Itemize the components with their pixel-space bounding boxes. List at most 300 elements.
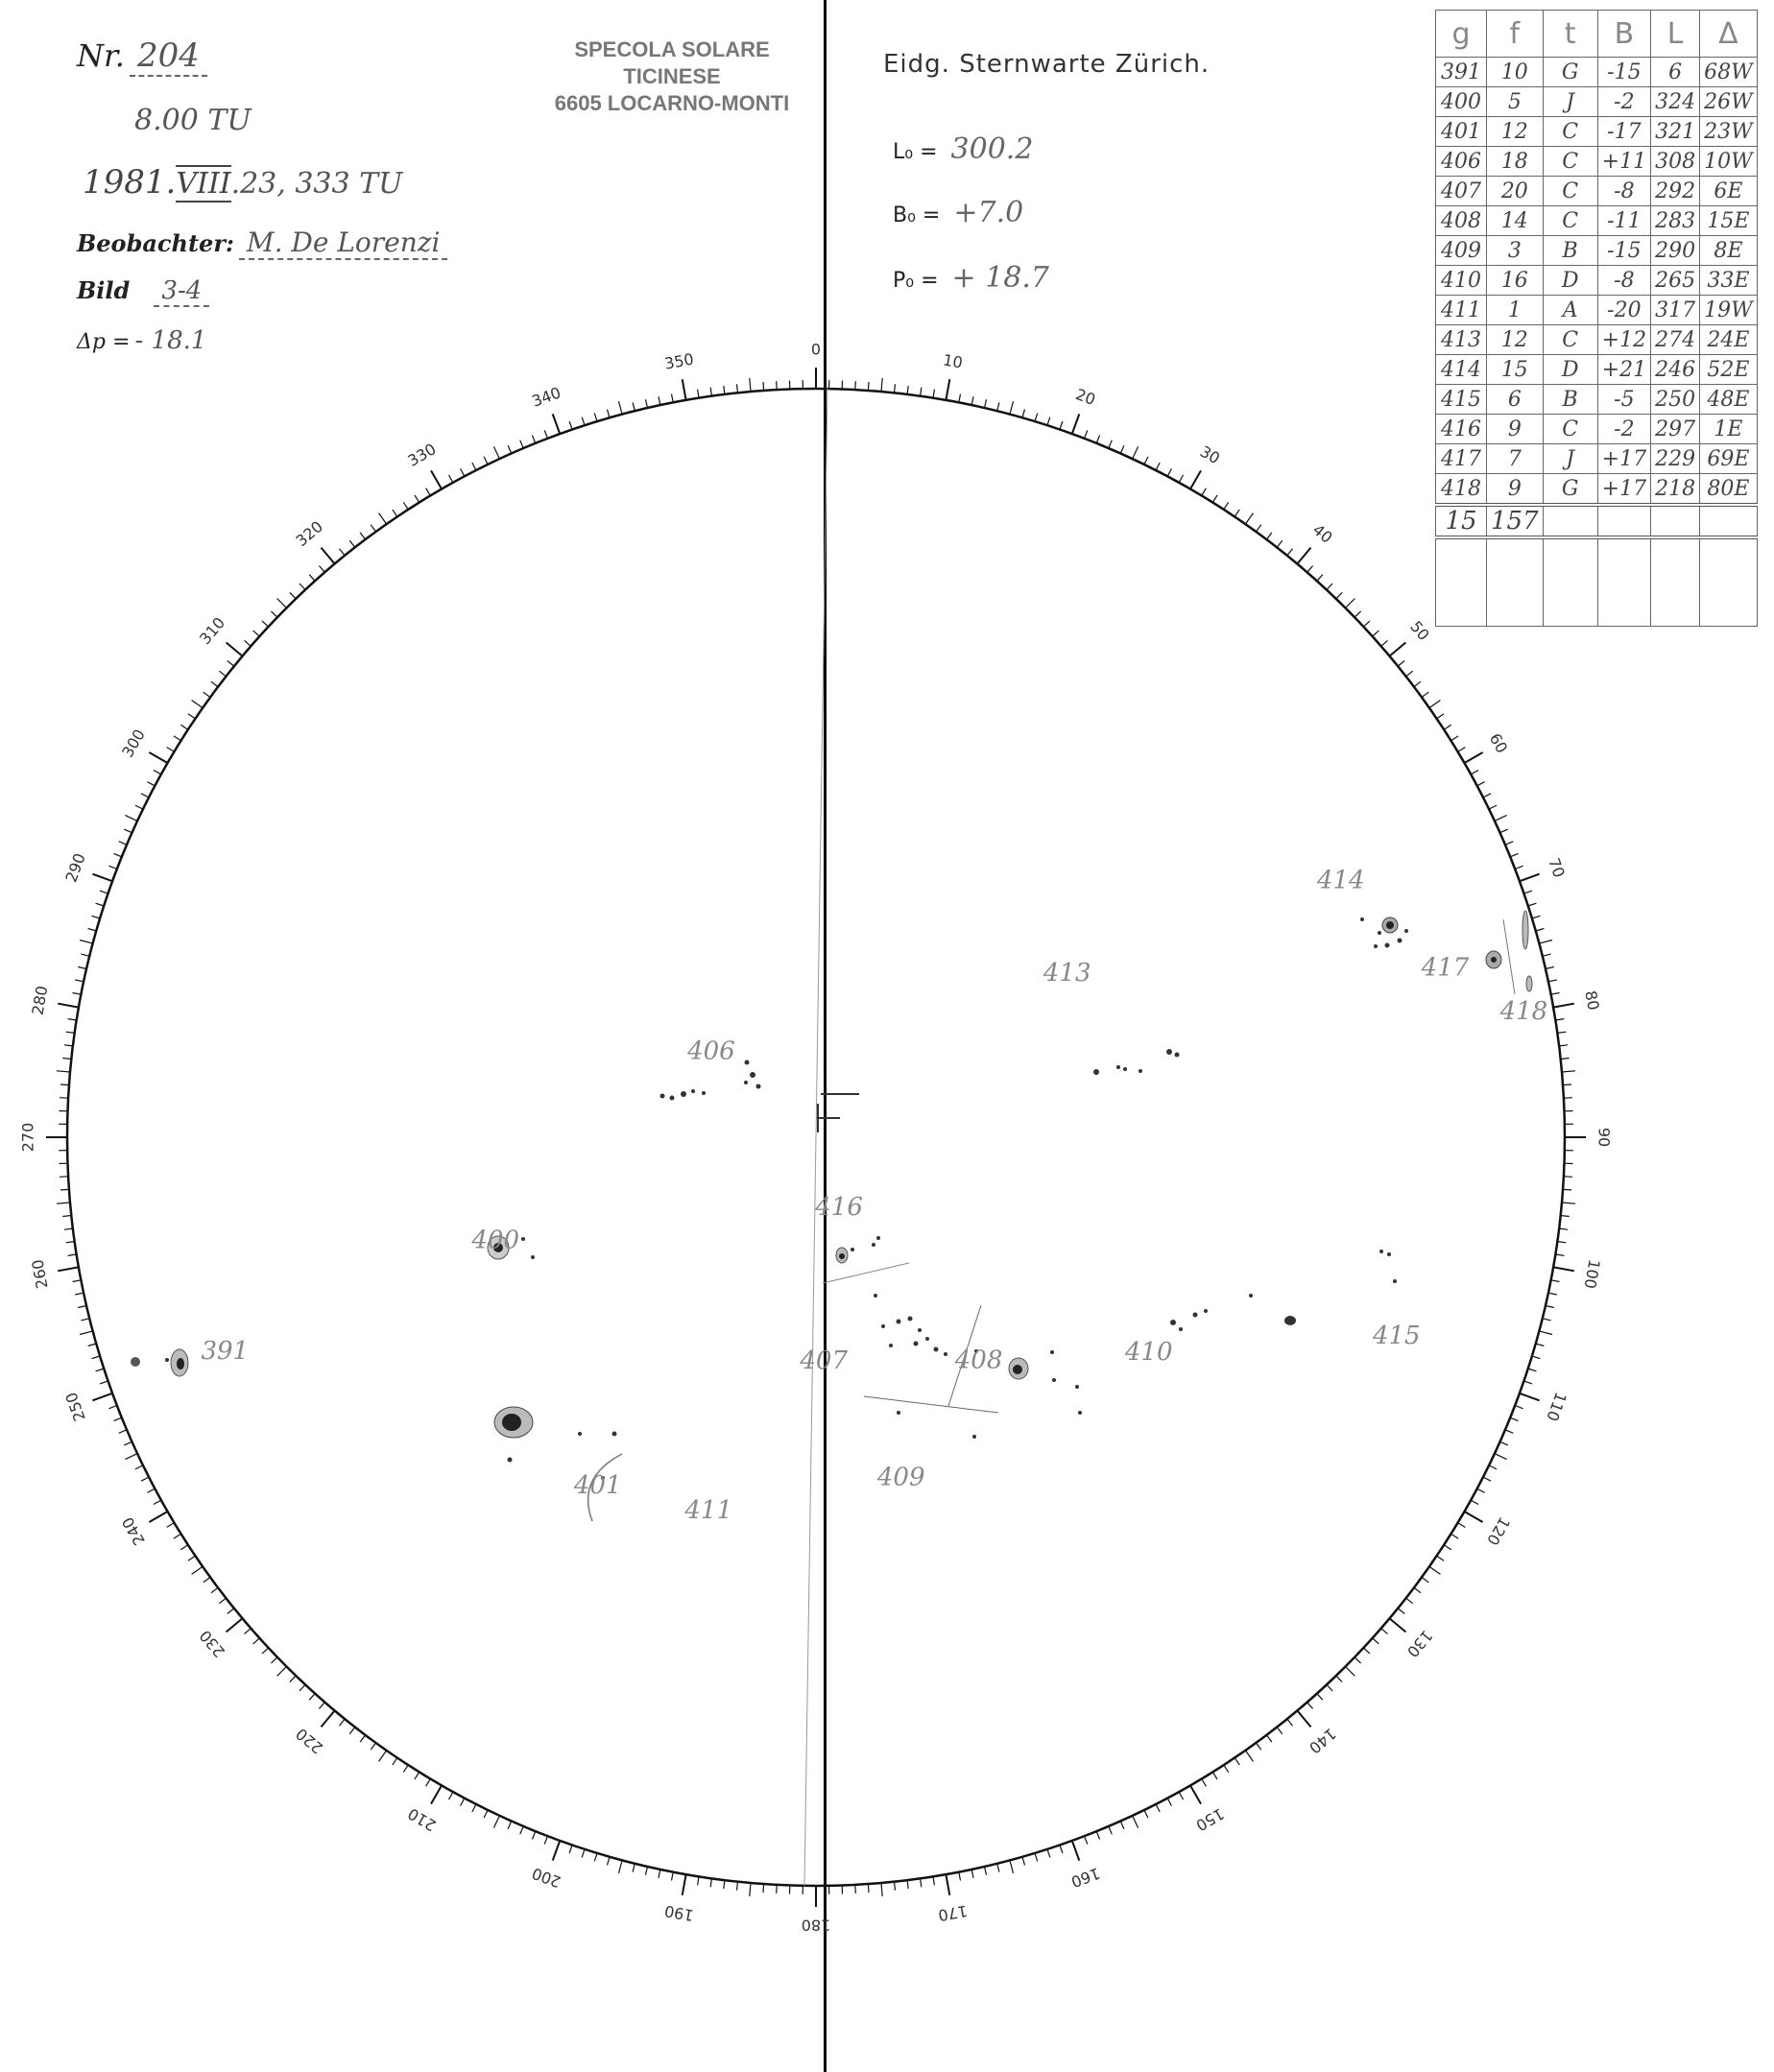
table-cell-t: J bbox=[1543, 444, 1597, 474]
disk-tick bbox=[271, 611, 277, 617]
disk-tick bbox=[119, 1430, 127, 1434]
disk-tick bbox=[895, 1882, 896, 1891]
disk-tick bbox=[1458, 1523, 1466, 1528]
l0-value: 300.2 bbox=[950, 132, 1034, 166]
disk-tick bbox=[60, 1084, 69, 1085]
table-cell-d: 15E bbox=[1700, 206, 1758, 236]
disk-tick bbox=[1546, 1306, 1554, 1308]
disk-tick bbox=[1414, 681, 1421, 686]
table-cell-l: 283 bbox=[1651, 206, 1700, 236]
disk-tick bbox=[1564, 1177, 1572, 1178]
disk-tick bbox=[1559, 1228, 1568, 1229]
disk-tick bbox=[1414, 1587, 1421, 1592]
disk-tick bbox=[1060, 1846, 1063, 1854]
observer-value: M. De Lorenzi bbox=[239, 226, 448, 260]
disk-tick bbox=[1524, 1381, 1533, 1384]
disk-tick bbox=[532, 1831, 535, 1839]
disk-tick bbox=[431, 470, 442, 488]
disk-tick bbox=[114, 1417, 122, 1420]
table-cell-d: 19W bbox=[1700, 296, 1758, 325]
disk-tick bbox=[80, 1331, 93, 1335]
disk-tick bbox=[73, 993, 82, 995]
table-cell-f: 3 bbox=[1487, 236, 1544, 266]
spot-group-416 bbox=[823, 1236, 909, 1283]
table-cell-g: 416 bbox=[1436, 415, 1487, 444]
disk-tick bbox=[1317, 575, 1323, 582]
disk-tick bbox=[1548, 1293, 1557, 1295]
disk-tick bbox=[309, 1694, 315, 1701]
disk-tick-label: 100 bbox=[1580, 1257, 1604, 1291]
disk-tick bbox=[64, 1045, 73, 1046]
disk-tick bbox=[1564, 1098, 1572, 1099]
disk-tick bbox=[1327, 583, 1332, 590]
disk-tick bbox=[1156, 463, 1160, 470]
disk-tick bbox=[1398, 1608, 1404, 1614]
disk-tick bbox=[300, 583, 305, 590]
table-cell-b: +21 bbox=[1597, 355, 1650, 385]
disk-tick bbox=[1559, 1045, 1568, 1046]
col-g-header: g bbox=[1436, 11, 1487, 58]
disk-tick bbox=[64, 1228, 73, 1229]
disk-tick bbox=[907, 1880, 908, 1889]
disk-tick bbox=[75, 980, 84, 982]
disk-tick bbox=[1444, 725, 1451, 729]
table-cell-l: 265 bbox=[1651, 266, 1700, 296]
disk-tick bbox=[180, 1545, 188, 1550]
table-cell-f: 15 bbox=[1487, 355, 1544, 385]
col-l-header: L bbox=[1651, 11, 1700, 58]
disk-tick-label: 150 bbox=[1192, 1804, 1228, 1835]
image-value: 3-4 bbox=[154, 276, 209, 307]
table-cell-f: 12 bbox=[1487, 117, 1544, 147]
disk-tick bbox=[868, 1884, 869, 1893]
spot-group-418 bbox=[1522, 911, 1532, 991]
disk-tick bbox=[219, 671, 226, 677]
disk-tick bbox=[1543, 1319, 1551, 1321]
disk-tick bbox=[449, 1792, 453, 1799]
disk-tick bbox=[1551, 993, 1560, 995]
disk-tick bbox=[192, 1566, 204, 1574]
disk-tick bbox=[319, 566, 324, 573]
disk-tick bbox=[1212, 1773, 1217, 1780]
disk-tick bbox=[472, 1804, 476, 1812]
table-cell-b: -15 bbox=[1597, 58, 1650, 87]
disk-tick bbox=[100, 1381, 108, 1384]
disk-tick bbox=[1477, 1489, 1485, 1492]
disk-tick-label: 240 bbox=[118, 1513, 149, 1549]
disk-tick bbox=[508, 445, 512, 453]
p0-value: + 18.7 bbox=[951, 261, 1049, 295]
disk-tick bbox=[1515, 1406, 1522, 1409]
disk-tick bbox=[1035, 1853, 1038, 1862]
disk-tick bbox=[1257, 1743, 1261, 1750]
disk-tick-label: 60 bbox=[1485, 729, 1512, 757]
group-label-407: 407 bbox=[800, 1346, 849, 1375]
disk-tick-label: 140 bbox=[1305, 1724, 1340, 1758]
disk-tick-label: 170 bbox=[936, 1901, 970, 1925]
table-cell-l: 6 bbox=[1651, 58, 1700, 87]
table-cell-g: 409 bbox=[1436, 236, 1487, 266]
disk-tick bbox=[1133, 446, 1139, 459]
table-cell-l: 290 bbox=[1651, 236, 1700, 266]
spot-group-406 bbox=[660, 1060, 761, 1101]
table-cell-g: 407 bbox=[1436, 177, 1487, 206]
observer-label: Beobachter: bbox=[77, 229, 234, 257]
disk-tick bbox=[80, 941, 93, 944]
disk-tick bbox=[763, 1884, 764, 1893]
disk-tick bbox=[881, 378, 882, 392]
disk-tick bbox=[1167, 468, 1171, 476]
p0-label: P₀ = bbox=[893, 269, 939, 293]
disk-tick-label: 230 bbox=[195, 1626, 229, 1661]
table-cell-d: 8E bbox=[1700, 236, 1758, 266]
disk-tick bbox=[461, 1798, 465, 1806]
table-cell-l: 321 bbox=[1651, 117, 1700, 147]
disk-tick bbox=[881, 1883, 882, 1896]
disk-tick bbox=[1520, 1393, 1540, 1401]
disk-tick bbox=[1532, 1356, 1541, 1359]
disk-tick bbox=[553, 1841, 561, 1861]
disk-tick-label: 160 bbox=[1068, 1864, 1103, 1892]
table-cell-l: 292 bbox=[1651, 177, 1700, 206]
disk-tick bbox=[1266, 533, 1271, 539]
disk-tick bbox=[1327, 1685, 1332, 1692]
disk-tick bbox=[1483, 794, 1491, 798]
disk-tick bbox=[1307, 566, 1313, 573]
disk-tick bbox=[1224, 1765, 1229, 1773]
disk-tick bbox=[933, 390, 934, 398]
table-cell-d: 69E bbox=[1700, 444, 1758, 474]
table-cell-g: 415 bbox=[1436, 385, 1487, 415]
disk-tick-label: 190 bbox=[662, 1901, 696, 1925]
disk-tick bbox=[81, 954, 89, 956]
disk-tick bbox=[174, 1534, 181, 1538]
disk-tick bbox=[92, 1393, 112, 1401]
disk-tick bbox=[78, 1306, 86, 1308]
stamp-line-1: SPECOLA SOLARE bbox=[574, 37, 770, 61]
table-cell-d: 52E bbox=[1700, 355, 1758, 385]
table-cell-f: 6 bbox=[1487, 385, 1544, 415]
disk-tick bbox=[1471, 1500, 1478, 1504]
disk-tick bbox=[1477, 782, 1485, 786]
table-cell-f: 1 bbox=[1487, 296, 1544, 325]
disk-tick bbox=[646, 1867, 648, 1875]
table-cell-l: 317 bbox=[1651, 296, 1700, 325]
disk-tick bbox=[1317, 1694, 1323, 1701]
table-cell-l: 250 bbox=[1651, 385, 1700, 415]
disk-tick bbox=[149, 1512, 167, 1522]
disk-tick bbox=[946, 379, 949, 400]
disk-tick bbox=[895, 384, 896, 393]
disk-tick bbox=[309, 575, 315, 582]
disk-tick bbox=[300, 1685, 305, 1692]
disk-tick bbox=[167, 1523, 175, 1528]
disk-tick bbox=[933, 1876, 934, 1885]
disk-tick bbox=[1505, 1430, 1513, 1434]
table-cell-d: 48E bbox=[1700, 385, 1758, 415]
table-cell-g: 417 bbox=[1436, 444, 1487, 474]
disk-tick bbox=[1483, 1477, 1491, 1481]
disk-tick bbox=[1297, 548, 1310, 564]
disk-tick bbox=[1277, 540, 1283, 547]
disk-tick bbox=[1235, 510, 1239, 517]
table-cell-b: -11 bbox=[1597, 206, 1650, 236]
table-cell-d: 33E bbox=[1700, 266, 1758, 296]
table-cell-g: 401 bbox=[1436, 117, 1487, 147]
disk-tick bbox=[1495, 815, 1507, 821]
disk-tick bbox=[1047, 1849, 1050, 1858]
disk-tick bbox=[921, 1878, 922, 1887]
disk-tick bbox=[92, 874, 112, 882]
disk-tick bbox=[1202, 488, 1207, 496]
disk-tick bbox=[1528, 1369, 1537, 1371]
disk-tick bbox=[508, 1822, 512, 1829]
disk-tick bbox=[1287, 1719, 1293, 1726]
disk-tick bbox=[672, 1872, 674, 1881]
disk-tick bbox=[855, 381, 856, 390]
disk-tick bbox=[124, 1441, 132, 1445]
disk-tick bbox=[349, 540, 355, 547]
disk-tick bbox=[1120, 1822, 1124, 1829]
disk-tick bbox=[1245, 1750, 1253, 1762]
disk-tick bbox=[154, 1500, 161, 1504]
disk-tick bbox=[1072, 414, 1080, 434]
disk-tick bbox=[698, 1876, 699, 1885]
disk-tick bbox=[484, 457, 488, 464]
disk-tick bbox=[60, 1177, 68, 1178]
table-cell-d: 6E bbox=[1700, 177, 1758, 206]
disk-tick-label: 300 bbox=[118, 726, 149, 761]
disk-tick bbox=[907, 386, 908, 394]
group-label-410: 410 bbox=[1124, 1338, 1173, 1368]
disk-tick bbox=[319, 1703, 324, 1709]
disk-tick bbox=[290, 592, 296, 599]
disk-tick bbox=[659, 1870, 660, 1878]
b0-label: B₀ = bbox=[893, 203, 941, 227]
disk-tick bbox=[426, 1779, 431, 1787]
disk-tick bbox=[1406, 671, 1413, 677]
disk-tick bbox=[1120, 445, 1124, 453]
disk-tick bbox=[777, 381, 778, 390]
disk-tick bbox=[1515, 866, 1522, 869]
disk-tick bbox=[62, 1059, 71, 1060]
group-label-400: 400 bbox=[471, 1226, 520, 1255]
disk-tick bbox=[1381, 1629, 1388, 1634]
disk-tick bbox=[58, 1004, 79, 1008]
disk-tick bbox=[1354, 1657, 1361, 1663]
disk-tick bbox=[1557, 1242, 1566, 1243]
disk-tick bbox=[340, 549, 346, 556]
disk-tick bbox=[219, 1598, 226, 1604]
disk-tick bbox=[393, 510, 397, 517]
disk-tick bbox=[58, 1267, 79, 1271]
disk-tick bbox=[277, 599, 287, 608]
disk-tick bbox=[141, 794, 149, 798]
disk-tick bbox=[1406, 1598, 1413, 1604]
table-cell-f: 7 bbox=[1487, 444, 1544, 474]
disk-tick bbox=[1563, 1189, 1571, 1190]
disk-tick bbox=[1235, 1758, 1239, 1766]
table-cell-g: 406 bbox=[1436, 147, 1487, 177]
l0-label: L₀ = bbox=[893, 140, 938, 164]
disk-tick bbox=[245, 640, 252, 646]
disk-tick bbox=[379, 1750, 387, 1762]
disk-tick bbox=[1471, 771, 1478, 774]
table-cell-f: 9 bbox=[1487, 474, 1544, 506]
disk-tick-label: 0 bbox=[810, 340, 822, 359]
disk-tick bbox=[135, 805, 143, 809]
disk-tick bbox=[211, 1587, 218, 1592]
date-month: VIII bbox=[176, 167, 231, 201]
disk-tick bbox=[493, 446, 499, 459]
group-label-408: 408 bbox=[954, 1346, 1003, 1375]
disk-tick bbox=[1465, 752, 1483, 763]
disk-tick bbox=[1510, 853, 1518, 856]
disk-tick bbox=[360, 533, 365, 539]
group-label-415: 415 bbox=[1372, 1322, 1421, 1351]
disk-tick bbox=[277, 1667, 287, 1677]
table-cell-t: C bbox=[1543, 117, 1597, 147]
disk-tick bbox=[619, 401, 623, 415]
disk-tick bbox=[62, 1216, 71, 1217]
table-cell-d: 1E bbox=[1700, 415, 1758, 444]
disk-tick bbox=[868, 382, 869, 391]
delta-p-label: Δp = bbox=[77, 330, 131, 354]
disk-tick bbox=[582, 1849, 585, 1858]
table-cell-t: D bbox=[1543, 266, 1597, 296]
disk-tick bbox=[125, 815, 137, 821]
disk-tick bbox=[149, 752, 167, 763]
disk-tick bbox=[262, 621, 269, 627]
stamp-line-2: TICINESE bbox=[623, 64, 721, 88]
disk-tick bbox=[1553, 1267, 1574, 1271]
disk-tick bbox=[188, 1556, 196, 1560]
disk-tick bbox=[88, 1344, 97, 1346]
table-cell-l: 274 bbox=[1651, 325, 1700, 355]
table-cell-f: 18 bbox=[1487, 147, 1544, 177]
disk-tick bbox=[245, 1629, 252, 1634]
date-rest: .23, 333 TU bbox=[230, 167, 403, 201]
disk-tick bbox=[646, 399, 648, 408]
disk-tick bbox=[449, 475, 453, 483]
disk-tick bbox=[100, 891, 108, 893]
disk-tick bbox=[1532, 916, 1541, 918]
disk-tick bbox=[1429, 1566, 1441, 1574]
disk-tick bbox=[167, 748, 175, 752]
table-cell-f: 14 bbox=[1487, 206, 1544, 236]
disk-tick bbox=[1536, 929, 1545, 932]
disk-tick bbox=[371, 1743, 375, 1750]
table-cell-b: -2 bbox=[1597, 87, 1650, 117]
b0-value: +7.0 bbox=[953, 196, 1024, 229]
disk-tick bbox=[431, 1786, 442, 1804]
disk-tick bbox=[1429, 701, 1441, 708]
disk-tick-label: 220 bbox=[292, 1724, 327, 1758]
disk-tick bbox=[683, 1874, 686, 1895]
disk-tick bbox=[997, 402, 999, 411]
disk-tick-label: 50 bbox=[1406, 617, 1433, 645]
disk-tick bbox=[544, 1836, 547, 1844]
table-cell-f: 20 bbox=[1487, 177, 1544, 206]
table-cell-t: C bbox=[1543, 177, 1597, 206]
disk-tick bbox=[188, 714, 196, 719]
disk-tick bbox=[1179, 1792, 1183, 1799]
disk-tick bbox=[1144, 457, 1148, 464]
disk-tick bbox=[683, 379, 686, 400]
disk-tick bbox=[1500, 829, 1508, 833]
disk-tick bbox=[125, 1454, 137, 1460]
disk-tick bbox=[1390, 643, 1406, 656]
disk-tick bbox=[1562, 1071, 1575, 1072]
disk-tick-label: 20 bbox=[1073, 385, 1098, 409]
table-cell-l: 246 bbox=[1651, 355, 1700, 385]
disk-tick-label: 290 bbox=[61, 850, 89, 885]
disk-tick bbox=[1022, 1857, 1025, 1866]
disk-tick bbox=[959, 394, 961, 403]
table-cell-t: G bbox=[1543, 474, 1597, 506]
disk-tick bbox=[1528, 903, 1537, 906]
disk-tick bbox=[1035, 414, 1038, 422]
table-cell-d: 26W bbox=[1700, 87, 1758, 117]
disk-tick bbox=[88, 929, 97, 932]
disk-tick bbox=[1010, 401, 1014, 415]
disk-tick bbox=[360, 1735, 365, 1742]
disk-tick bbox=[290, 1676, 296, 1682]
disk-tick bbox=[1555, 1254, 1564, 1255]
disk-tick bbox=[253, 1638, 260, 1644]
disk-tick bbox=[1555, 1019, 1564, 1020]
disk-tick-label: 340 bbox=[529, 383, 563, 411]
disk-tick bbox=[227, 643, 243, 656]
disk-tick bbox=[1109, 441, 1113, 448]
disk-tick bbox=[921, 388, 922, 396]
col-f-header: f bbox=[1487, 11, 1544, 58]
table-cell-b: +12 bbox=[1597, 325, 1650, 355]
disk-tick bbox=[633, 1864, 635, 1872]
table-cell-b: -2 bbox=[1597, 415, 1650, 444]
disk-tick-label: 210 bbox=[404, 1804, 440, 1835]
disk-tick bbox=[96, 903, 105, 906]
table-cell-b: -20 bbox=[1597, 296, 1650, 325]
disk-tick bbox=[1060, 421, 1063, 430]
disk-tick bbox=[81, 1319, 89, 1321]
table-cell-l: 324 bbox=[1651, 87, 1700, 117]
disk-tick bbox=[75, 1293, 84, 1295]
observatory-name: Eidg. Sternwarte Zürich. bbox=[883, 50, 1211, 79]
disk-tick bbox=[1190, 470, 1201, 488]
disk-tick bbox=[1489, 805, 1497, 809]
disk-tick bbox=[946, 1874, 949, 1895]
disk-tick bbox=[1257, 525, 1261, 532]
table-cell-g: 410 bbox=[1436, 266, 1487, 296]
disk-tick bbox=[710, 1878, 711, 1887]
disk-tick bbox=[1422, 1578, 1428, 1583]
disk-tick bbox=[1346, 1667, 1355, 1677]
table-cell-l: 308 bbox=[1651, 147, 1700, 177]
disk-tick bbox=[1390, 1618, 1406, 1631]
table-cell-g: 413 bbox=[1436, 325, 1487, 355]
spot-group-413 bbox=[1093, 1049, 1180, 1075]
disk-tick bbox=[659, 396, 660, 405]
disk-tick bbox=[763, 382, 764, 391]
disk-tick-label: 10 bbox=[941, 350, 965, 372]
disk-tick bbox=[60, 1189, 69, 1190]
disk-tick bbox=[1156, 1804, 1160, 1812]
disk-tick bbox=[253, 631, 260, 636]
disk-tick bbox=[594, 414, 597, 422]
image-label: Bild bbox=[77, 276, 131, 304]
disk-tick bbox=[1190, 1786, 1201, 1804]
